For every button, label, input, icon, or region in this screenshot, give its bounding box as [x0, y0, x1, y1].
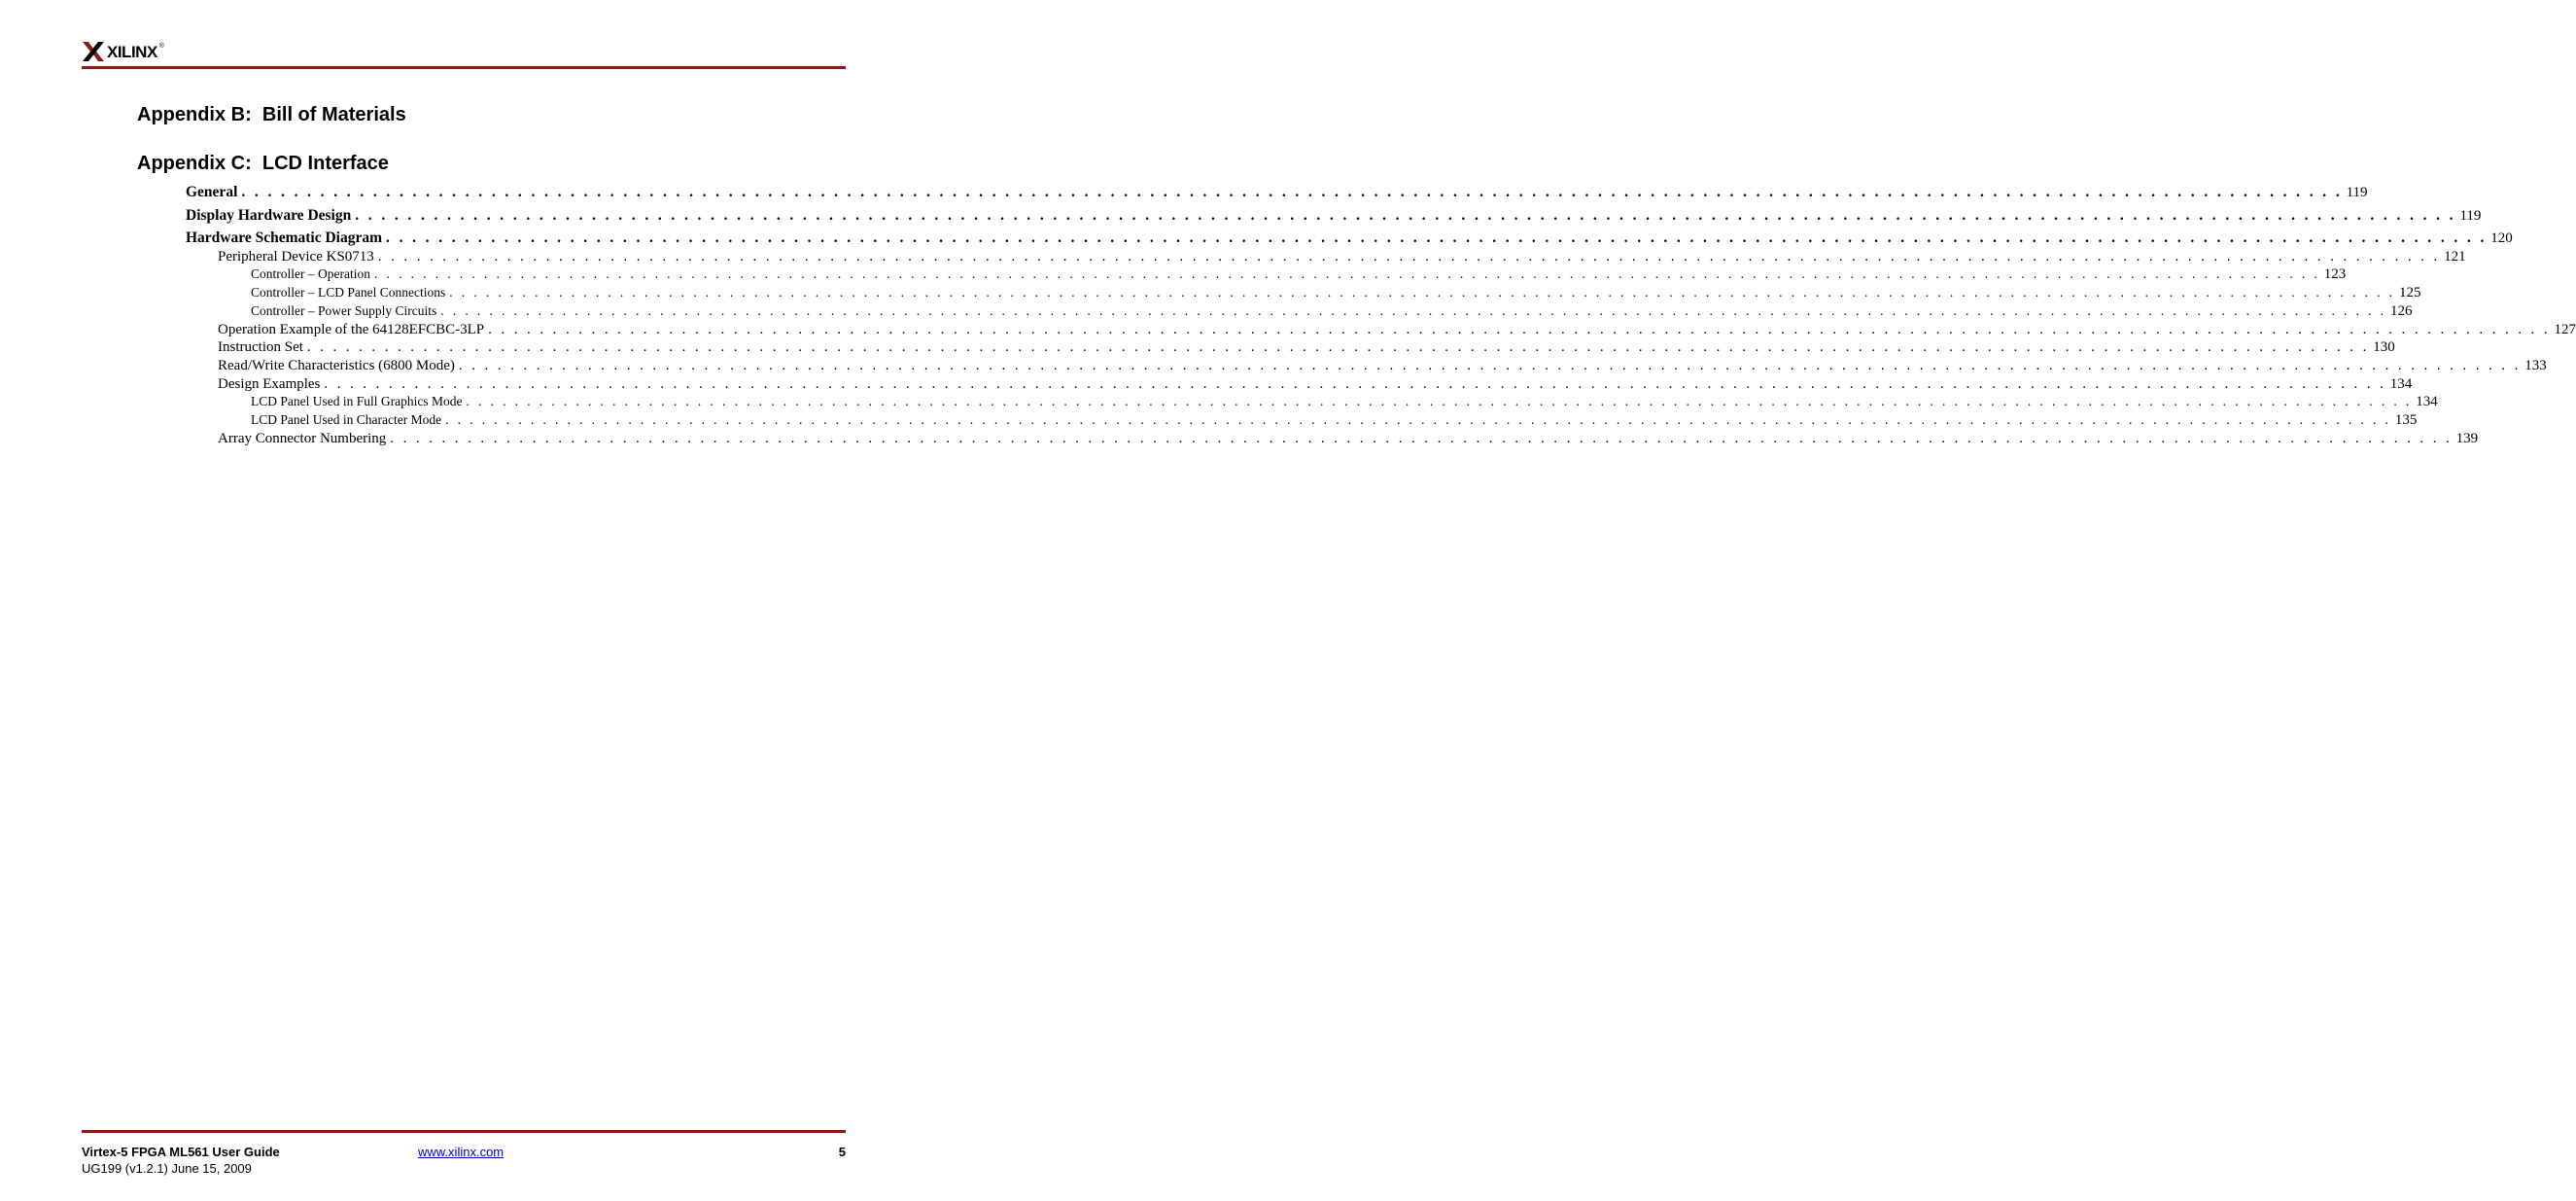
- toc-entry[interactable]: [218, 358, 2547, 374]
- toc-entry-title: Controller – Operation: [251, 266, 370, 281]
- toc-entry-page: 123: [2323, 266, 2347, 282]
- toc-entry-page: 133: [2524, 358, 2547, 373]
- registered-mark: ®: [158, 43, 164, 50]
- toc-entry-page: 125: [2398, 285, 2421, 300]
- toc-entry[interactable]: [251, 394, 2438, 410]
- toc-entry-page: 121: [2444, 249, 2466, 265]
- toc-entry-page: 119: [2346, 185, 2368, 200]
- toc-entry[interactable]: [186, 207, 2482, 225]
- footer-doc-version: UG199 (v1.2.1) June 15, 2009: [82, 1161, 252, 1176]
- toc-dot-leader: . . . . . . . . . . . . . . . . . . . . . . . . . . . . . . . . . . . . . . . . . . . . . . . . . . . . . . . . . . . . . . . . . . . . . . . . . . . . . . . . . . . . . . . . . . . . . . . . . . . . . . . . . . . . . . . . . . . . . . . . . . . . . . . . . . . . . . . . . . . . . . . . . . . . . . . . . . . . . . . .: [355, 207, 2456, 224]
- toc-entry-page: 119: [2459, 208, 2482, 224]
- toc-entry-title: Peripheral Device KS0713: [218, 249, 374, 265]
- toc-dot-leader: . . . . . . . . . . . . . . . . . . . . . . . . . . . . . . . . . . . . . . . . . . . . . . . . . . . . . . . . . . . . . . . . . . . . . . . . . . . . . . . . . . . . . . . . . . . . . . . . . . . . . . . . . . . . . . . . . . . . . . . . . . . . . . . . . . . . . . . . . . . . . . . . . . . . . . . . . . . . . . . .: [440, 303, 2386, 318]
- toc-dot-leader: . . . . . . . . . . . . . . . . . . . . . . . . . . . . . . . . . . . . . . . . . . . . . . . . . . . . . . . . . . . . . . . . . . . . . . . . . . . . . . . . . . . . . . . . . . . . . . . . . . . . . . . . . . . . . . . . . . . . . . . . . . . . . . . . . . . . . . . . . . . . . . . . . . . . . . . . . . . . . . . .: [458, 358, 2522, 373]
- toc-dot-leader: . . . . . . . . . . . . . . . . . . . . . . . . . . . . . . . . . . . . . . . . . . . . . . . . . . . . . . . . . . . . . . . . . . . . . . . . . . . . . . . . . . . . . . . . . . . . . . . . . . . . . . . . . . . . . . . . . . . . . . . . . . . . . . . . . . . . . . . . . . . . . . . . . . . . . . . . . . . . . . . .: [377, 249, 2441, 265]
- toc-dot-leader: . . . . . . . . . . . . . . . . . . . . . . . . . . . . . . . . . . . . . . . . . . . . . . . . . . . . . . . . . . . . . . . . . . . . . . . . . . . . . . . . . . . . . . . . . . . . . . . . . . . . . . . . . . . . . . . . . . . . . . . . . . . . . . . . . . . . . . . . . . . . . . . . . . . . . . . . . . . . . . . .: [466, 394, 2413, 408]
- toc-dot-leader: . . . . . . . . . . . . . . . . . . . . . . . . . . . . . . . . . . . . . . . . . . . . . . . . . . . . . . . . . . . . . . . . . . . . . . . . . . . . . . . . . . . . . . . . . . . . . . . . . . . . . . . . . . . . . . . . . . . . . . . . . . . . . . . . . . . . . . . . . . . . . . . . . . . . . . . . . . . . . . . .: [390, 431, 2453, 446]
- toc-dot-leader: . . . . . . . . . . . . . . . . . . . . . . . . . . . . . . . . . . . . . . . . . . . . . . . . . . . . . . . . . . . . . . . . . . . . . . . . . . . . . . . . . . . . . . . . . . . . . . . . . . . . . . . . . . . . . . . . . . . . . . . . . . . . . . . . . . . . . . . . . . . . . . . . . . . . . . . . . . . . . . . .: [445, 412, 2391, 427]
- toc-entry[interactable]: [251, 266, 2347, 283]
- toc-dot-leader: . . . . . . . . . . . . . . . . . . . . . . . . . . . . . . . . . . . . . . . . . . . . . . . . . . . . . . . . . . . . . . . . . . . . . . . . . . . . . . . . . . . . . . . . . . . . . . . . . . . . . . . . . . . . . . . . . . . . . . . . . . . . . . . . . . . . . . . . . . . . . . . . . . . . . . . . . . . . . . . .: [449, 285, 2395, 300]
- toc-entry-title: Hardware Schematic Diagram: [186, 230, 383, 246]
- toc-entry-page: 134: [2389, 376, 2413, 392]
- toc-entry-title: Instruction Set: [218, 339, 303, 355]
- toc-dot-leader: . . . . . . . . . . . . . . . . . . . . . . . . . . . . . . . . . . . . . . . . . . . . . . . . . . . . . . . . . . . . . . . . . . . . . . . . . . . . . . . . . . . . . . . . . . . . . . . . . . . . . . . . . . . . . . . . . . . . . . . . . . . . . . . . . . . . . . . . . . . . . . . . . . . . . . . . . . . . . . . .: [324, 376, 2386, 392]
- toc-dot-leader: . . . . . . . . . . . . . . . . . . . . . . . . . . . . . . . . . . . . . . . . . . . . . . . . . . . . . . . . . . . . . . . . . . . . . . . . . . . . . . . . . . . . . . . . . . . . . . . . . . . . . . . . . . . . . . . . . . . . . . . . . . . . . . . . . . . . . . . . . . . . . . . . . . . . . . . . . . . . . . . .: [386, 230, 2488, 246]
- toc-dot-leader: . . . . . . . . . . . . . . . . . . . . . . . . . . . . . . . . . . . . . . . . . . . . . . . . . . . . . . . . . . . . . . . . . . . . . . . . . . . . . . . . . . . . . . . . . . . . . . . . . . . . . . . . . . . . . . . . . . . . . . . . . . . . . . . . . . . . . . . . . . . . . . . . . . . . . . . . . . . . . . . .: [241, 184, 2343, 200]
- toc-entry-title: LCD Panel Used in Character Mode: [251, 412, 442, 427]
- toc-dot-leader: . . . . . . . . . . . . . . . . . . . . . . . . . . . . . . . . . . . . . . . . . . . . . . . . . . . . . . . . . . . . . . . . . . . . . . . . . . . . . . . . . . . . . . . . . . . . . . . . . . . . . . . . . . . . . . . . . . . . . . . . . . . . . . . . . . . . . . . . . . . . . . . . . . . . . . . . . . . . . . . .: [306, 339, 2370, 355]
- toc-entry-page: 126: [2389, 303, 2413, 319]
- toc-dot-leader: . . . . . . . . . . . . . . . . . . . . . . . . . . . . . . . . . . . . . . . . . . . . . . . . . . . . . . . . . . . . . . . . . . . . . . . . . . . . . . . . . . . . . . . . . . . . . . . . . . . . . . . . . . . . . . . . . . . . . . . . . . . . . . . . . . . . . . . . . . . . . . . . . . . . . . . . . . . . . . . .: [488, 322, 2551, 337]
- toc-entry[interactable]: [251, 412, 2418, 429]
- toc-entry[interactable]: [218, 431, 2479, 447]
- toc-entry[interactable]: [218, 376, 2413, 393]
- toc-entry-page: 120: [2490, 230, 2513, 246]
- toc-entry[interactable]: [218, 322, 2576, 338]
- toc-entry-page: 130: [2373, 339, 2395, 355]
- toc-entry-title: Operation Example of the 64128EFCBC-3LP: [218, 322, 485, 337]
- toc-entry[interactable]: [251, 285, 2421, 301]
- appendix-c-heading[interactable]: Appendix C: LCD Interface: [137, 153, 389, 174]
- toc-entry-title: Design Examples: [218, 376, 321, 392]
- footer-doc-title: Virtex-5 FPGA ML561 User Guide: [82, 1145, 280, 1159]
- toc-entry-title: LCD Panel Used in Full Graphics Mode: [251, 394, 463, 408]
- page-number: 5: [838, 1145, 846, 1159]
- toc-entry-title: Controller – LCD Panel Connections: [251, 285, 446, 300]
- toc-entry[interactable]: [251, 303, 2413, 320]
- xilinx-website-link[interactable]: www.xilinx.com: [418, 1145, 505, 1159]
- toc-entry-page: 127: [2554, 322, 2576, 337]
- toc-entry[interactable]: [186, 230, 2513, 247]
- appendix-b-heading[interactable]: Appendix B: Bill of Materials: [137, 104, 406, 125]
- toc-entry[interactable]: [218, 249, 2466, 265]
- toc-entry-page: 134: [2416, 394, 2438, 409]
- logo-text: XILINX: [107, 42, 157, 61]
- toc-entry-page: 135: [2394, 412, 2418, 428]
- toc-entry[interactable]: [186, 184, 2368, 201]
- toc-entry-title: Display Hardware Design: [186, 207, 352, 224]
- toc-entry[interactable]: [218, 339, 2395, 356]
- toc-dot-leader: . . . . . . . . . . . . . . . . . . . . . . . . . . . . . . . . . . . . . . . . . . . . . . . . . . . . . . . . . . . . . . . . . . . . . . . . . . . . . . . . . . . . . . . . . . . . . . . . . . . . . . . . . . . . . . . . . . . . . . . . . . . . . . . . . . . . . . . . . . . . . . . . . . . . . . . . . . . . . . . .: [373, 266, 2320, 281]
- footer-rule: [82, 1130, 846, 1133]
- toc-entry-title: Read/Write Characteristics (6800 Mode): [218, 358, 455, 373]
- toc-entry-title: General: [186, 184, 238, 200]
- footer-doc-info: [82, 1144, 280, 1177]
- toc-entry-title: Controller – Power Supply Circuits: [251, 303, 437, 318]
- toc-entry-page: 139: [2455, 431, 2479, 446]
- toc-entry-title: Array Connector Numbering: [218, 431, 387, 446]
